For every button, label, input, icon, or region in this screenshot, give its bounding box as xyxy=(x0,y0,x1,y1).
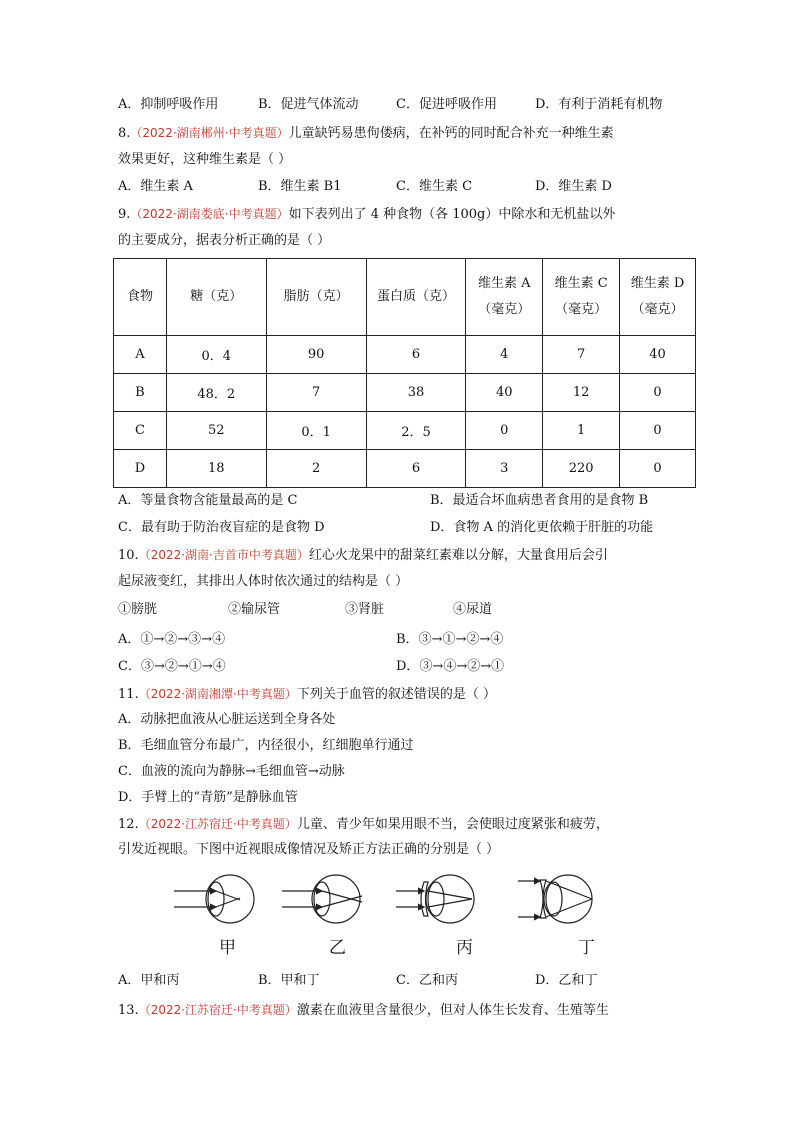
q13-stem-line1 xyxy=(118,1001,609,1020)
header-vitamin-d: 维生素 D （毫克） xyxy=(620,259,696,336)
eye-bing-icon xyxy=(396,875,474,923)
table-cell: B xyxy=(114,374,167,412)
table-cell: 0．1 xyxy=(266,412,366,450)
header-protein: 蛋白质（克） xyxy=(366,259,466,336)
q11-stem-text: 下列关于血管的叙述错误的是（ ） xyxy=(296,687,496,702)
q9-option-d: D．食物 A 的消化更依赖于肝脏的功能 xyxy=(430,520,654,535)
header-fat: 脂肪（克） xyxy=(266,259,366,336)
q7-option-d: D．有利于消耗有机物 xyxy=(535,97,663,112)
table-cell: 6 xyxy=(366,450,466,488)
q11-number: 11. xyxy=(118,687,139,702)
table-cell: 2．5 xyxy=(366,412,466,450)
q7-option-c: C．促进呼吸作用 xyxy=(396,97,497,112)
figure-label-ding: 丁 xyxy=(578,938,595,958)
q8-stem-line1 xyxy=(118,124,614,143)
q12-stem-text: 儿童、青少年如果用眼不当，会使眼过度紧张和疲劳， xyxy=(296,817,609,832)
q10-option-c: C．③→②→①→④ xyxy=(118,659,226,674)
q11-stem-line xyxy=(118,685,496,704)
q13-number: 13. xyxy=(118,1003,139,1018)
table-cell: 40 xyxy=(620,336,696,374)
q12-option-b: B．甲和丁 xyxy=(258,973,320,988)
q8-stem-line2: 效果更好，这种维生素是（ ） xyxy=(118,152,292,167)
header-food: 食物 xyxy=(114,259,167,336)
eye-jia-icon xyxy=(174,875,254,923)
q12-stem-line1 xyxy=(118,815,609,834)
figure-label-bing: 丙 xyxy=(456,938,473,958)
table-cell: C xyxy=(114,412,167,450)
table-row xyxy=(114,336,696,374)
q12-option-c: C．乙和丙 xyxy=(396,973,458,988)
q8-source: （2022·湖南郴州·中考真题） xyxy=(130,126,289,140)
table-cell: 3 xyxy=(466,450,543,488)
table-cell: 90 xyxy=(266,336,366,374)
q8-number: 8. xyxy=(118,126,131,141)
table-cell: 4 xyxy=(466,336,543,374)
q12-option-a: A．甲和丙 xyxy=(118,973,180,988)
table-cell: 0 xyxy=(620,412,696,450)
q8-stem-text: 儿童缺钙易患佝偻病，在补钙的同时配合补充一种维生素 xyxy=(288,126,614,141)
q10-stem-text: 红心火龙果中的甜菜红素难以分解，大量食用后会引 xyxy=(308,548,608,563)
table-cell: 6 xyxy=(366,336,466,374)
q7-option-b: B．促进气体流动 xyxy=(258,97,359,112)
eye-ding-icon xyxy=(518,875,592,923)
table-cell: 7 xyxy=(266,374,366,412)
q10-number: 10. xyxy=(118,548,139,563)
table-cell: 38 xyxy=(366,374,466,412)
q10-option-a: A．①→②→③→④ xyxy=(118,632,226,647)
q9-stem-line2: 的主要成分，据表分析正确的是（ ） xyxy=(118,233,331,248)
table-cell: 48．2 xyxy=(166,374,266,412)
table-row xyxy=(114,374,696,412)
table-cell: 0 xyxy=(620,374,696,412)
q8-option-c: C．维生素 C xyxy=(396,179,473,194)
q11-source: （2022·湖南湘潭·中考真题） xyxy=(138,687,297,701)
q8-option-b: B．维生素 B1 xyxy=(258,179,342,194)
figure-label-yi: 乙 xyxy=(329,938,346,958)
table-row xyxy=(114,450,696,488)
q9-option-a: A．等量食物含能量最高的是 C xyxy=(118,493,298,508)
q10-item-4: ④尿道 xyxy=(453,602,493,617)
q9-stem-text: 如下表列出了 4 种食物（各 100g）中除水和无机盐以外 xyxy=(288,207,616,222)
q12-number: 12. xyxy=(118,817,139,832)
q10-stem-line1 xyxy=(118,546,608,565)
table-cell: 7 xyxy=(543,336,620,374)
q13-stem-text: 激素在血液里含量很少，但对人体生长发育、生殖等生 xyxy=(296,1003,609,1018)
q9-source: （2022·湖南娄底·中考真题） xyxy=(130,207,289,221)
figure-label-jia: 甲 xyxy=(219,938,236,958)
q9-stem-line1 xyxy=(118,205,615,224)
table-cell: 18 xyxy=(166,450,266,488)
header-vitamin-c: 维生素 C （毫克） xyxy=(543,259,620,336)
q11-option-c: C．血液的流向为静脉→毛细血管→动脉 xyxy=(118,764,345,779)
q11-option-b: B．毛细血管分布最广，内径很小，红细胞单行通过 xyxy=(118,738,414,753)
food-nutrient-table xyxy=(113,258,696,488)
q10-option-d: D．③→④→②→① xyxy=(396,659,505,674)
q12-option-d: D．乙和丁 xyxy=(535,973,598,988)
table-cell: 40 xyxy=(466,374,543,412)
q13-source: （2022·江苏宿迁·中考真题） xyxy=(138,1003,297,1017)
table-cell: 0 xyxy=(620,450,696,488)
table-cell: 12 xyxy=(543,374,620,412)
q8-option-a: A．维生素 A xyxy=(118,179,193,194)
q10-stem-line2: 起尿液变红，其排出人体时依次通过的结构是（ ） xyxy=(118,574,409,589)
table-cell: 2 xyxy=(266,450,366,488)
q10-item-1: ①膀胱 xyxy=(118,602,158,617)
q7-option-a: A．抑制呼吸作用 xyxy=(118,97,219,112)
q9-option-c: C．最有助于防治夜盲症的是食物 D xyxy=(118,520,325,535)
table-row xyxy=(114,412,696,450)
table-cell: 220 xyxy=(543,450,620,488)
table-cell: D xyxy=(114,450,167,488)
eye-yi-icon xyxy=(282,875,362,923)
q12-stem-line2: 引发近视眼。下图中近视眼成像情况及矫正方法正确的分别是（ ） xyxy=(118,842,500,857)
q9-option-b: B．最适合坏血病患者食用的是食物 B xyxy=(430,493,649,508)
q10-option-b: B．③→①→②→④ xyxy=(396,632,504,647)
q10-source: （2022·湖南·吉首市中考真题） xyxy=(138,548,309,562)
table-header-row xyxy=(114,259,696,336)
q8-option-d: D．维生素 D xyxy=(535,179,612,194)
header-vitamin-a: 维生素 A （毫克） xyxy=(466,259,543,336)
q9-number: 9. xyxy=(118,207,131,222)
table-cell: 52 xyxy=(166,412,266,450)
table-cell: 0 xyxy=(466,412,543,450)
table-cell: 0．4 xyxy=(166,336,266,374)
header-sugar: 糖（克） xyxy=(166,259,266,336)
eye-diagram-figure xyxy=(168,872,628,930)
q11-option-a: A．动脉把血液从心脏运送到全身各处 xyxy=(118,712,336,727)
q12-source: （2022·江苏宿迁·中考真题） xyxy=(138,817,297,831)
q10-item-2: ②输尿管 xyxy=(228,602,281,617)
table-cell: 1 xyxy=(543,412,620,450)
table-cell: A xyxy=(114,336,167,374)
q11-option-d: D．手臂上的“青筋”是静脉血管 xyxy=(118,790,298,805)
q10-item-3: ③肾脏 xyxy=(345,602,385,617)
